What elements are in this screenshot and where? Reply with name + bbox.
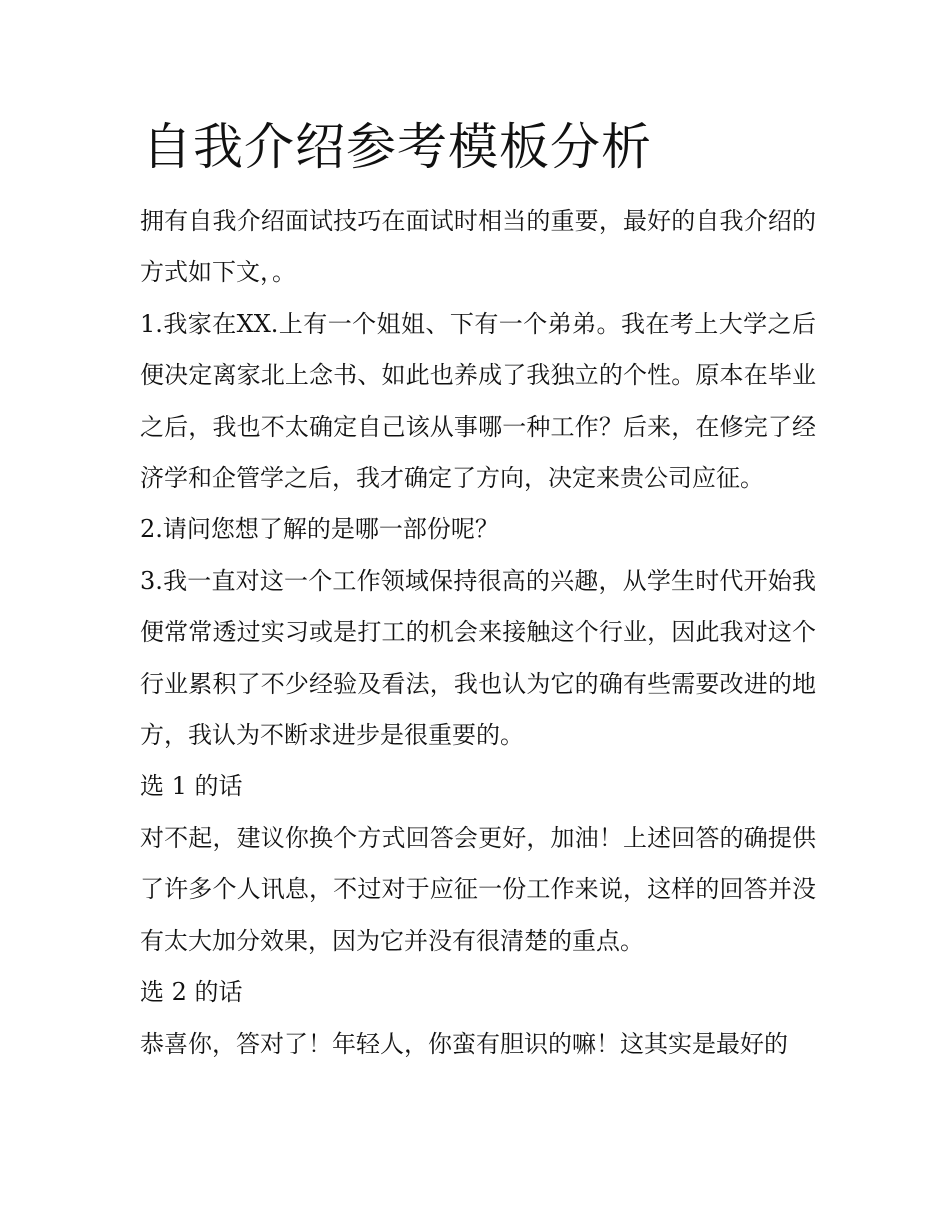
document-title: 自我介绍参考模板分析	[142, 118, 652, 176]
option-2-paragraph: 2.请问您想了解的是哪一部份呢？	[140, 515, 499, 544]
option-3-paragraph: 3.我一直对这一个工作领域保持很高的兴趣，从学生时代开始我便常常透过实习或是打工的机会来接触这个行业，因此我对这个行业累积了不少经验及看法，我也认为它的确有些需要改进的地方，我认为不断求进步是很重要的。	[140, 566, 816, 750]
choice-1-heading: 选 1 的话	[140, 772, 243, 801]
document-body	[140, 196, 816, 1070]
intro-paragraph: 拥有自我介绍面试技巧在面试时相当的重要，最好的自我介绍的方式如下文，。	[140, 207, 816, 287]
option-1-paragraph: 1.我家在XX.上有一个姐姐、下有一个弟弟。我在考上大学之后便决定离家北上念书、如此也养成了我独立的个性。原本在毕业之后，我也不太确定自己该从事哪一种工作？后来，在修完了经济学和企管学之后，我才确定了方向，决定来贵公司应征。	[140, 309, 816, 493]
choice-2-feedback: 恭喜你，答对了！年轻人，你蛮有胆识的嘛！这其实是最好的	[140, 1029, 788, 1058]
choice-1-feedback: 对不起，建议你换个方式回答会更好，加油！上述回答的确提供了许多个人讯息，不过对于应征一份工作来说，这样的回答并没有太大加分效果，因为它并没有很清楚的重点。	[140, 823, 816, 955]
choice-2-heading: 选 2 的话	[140, 978, 243, 1007]
